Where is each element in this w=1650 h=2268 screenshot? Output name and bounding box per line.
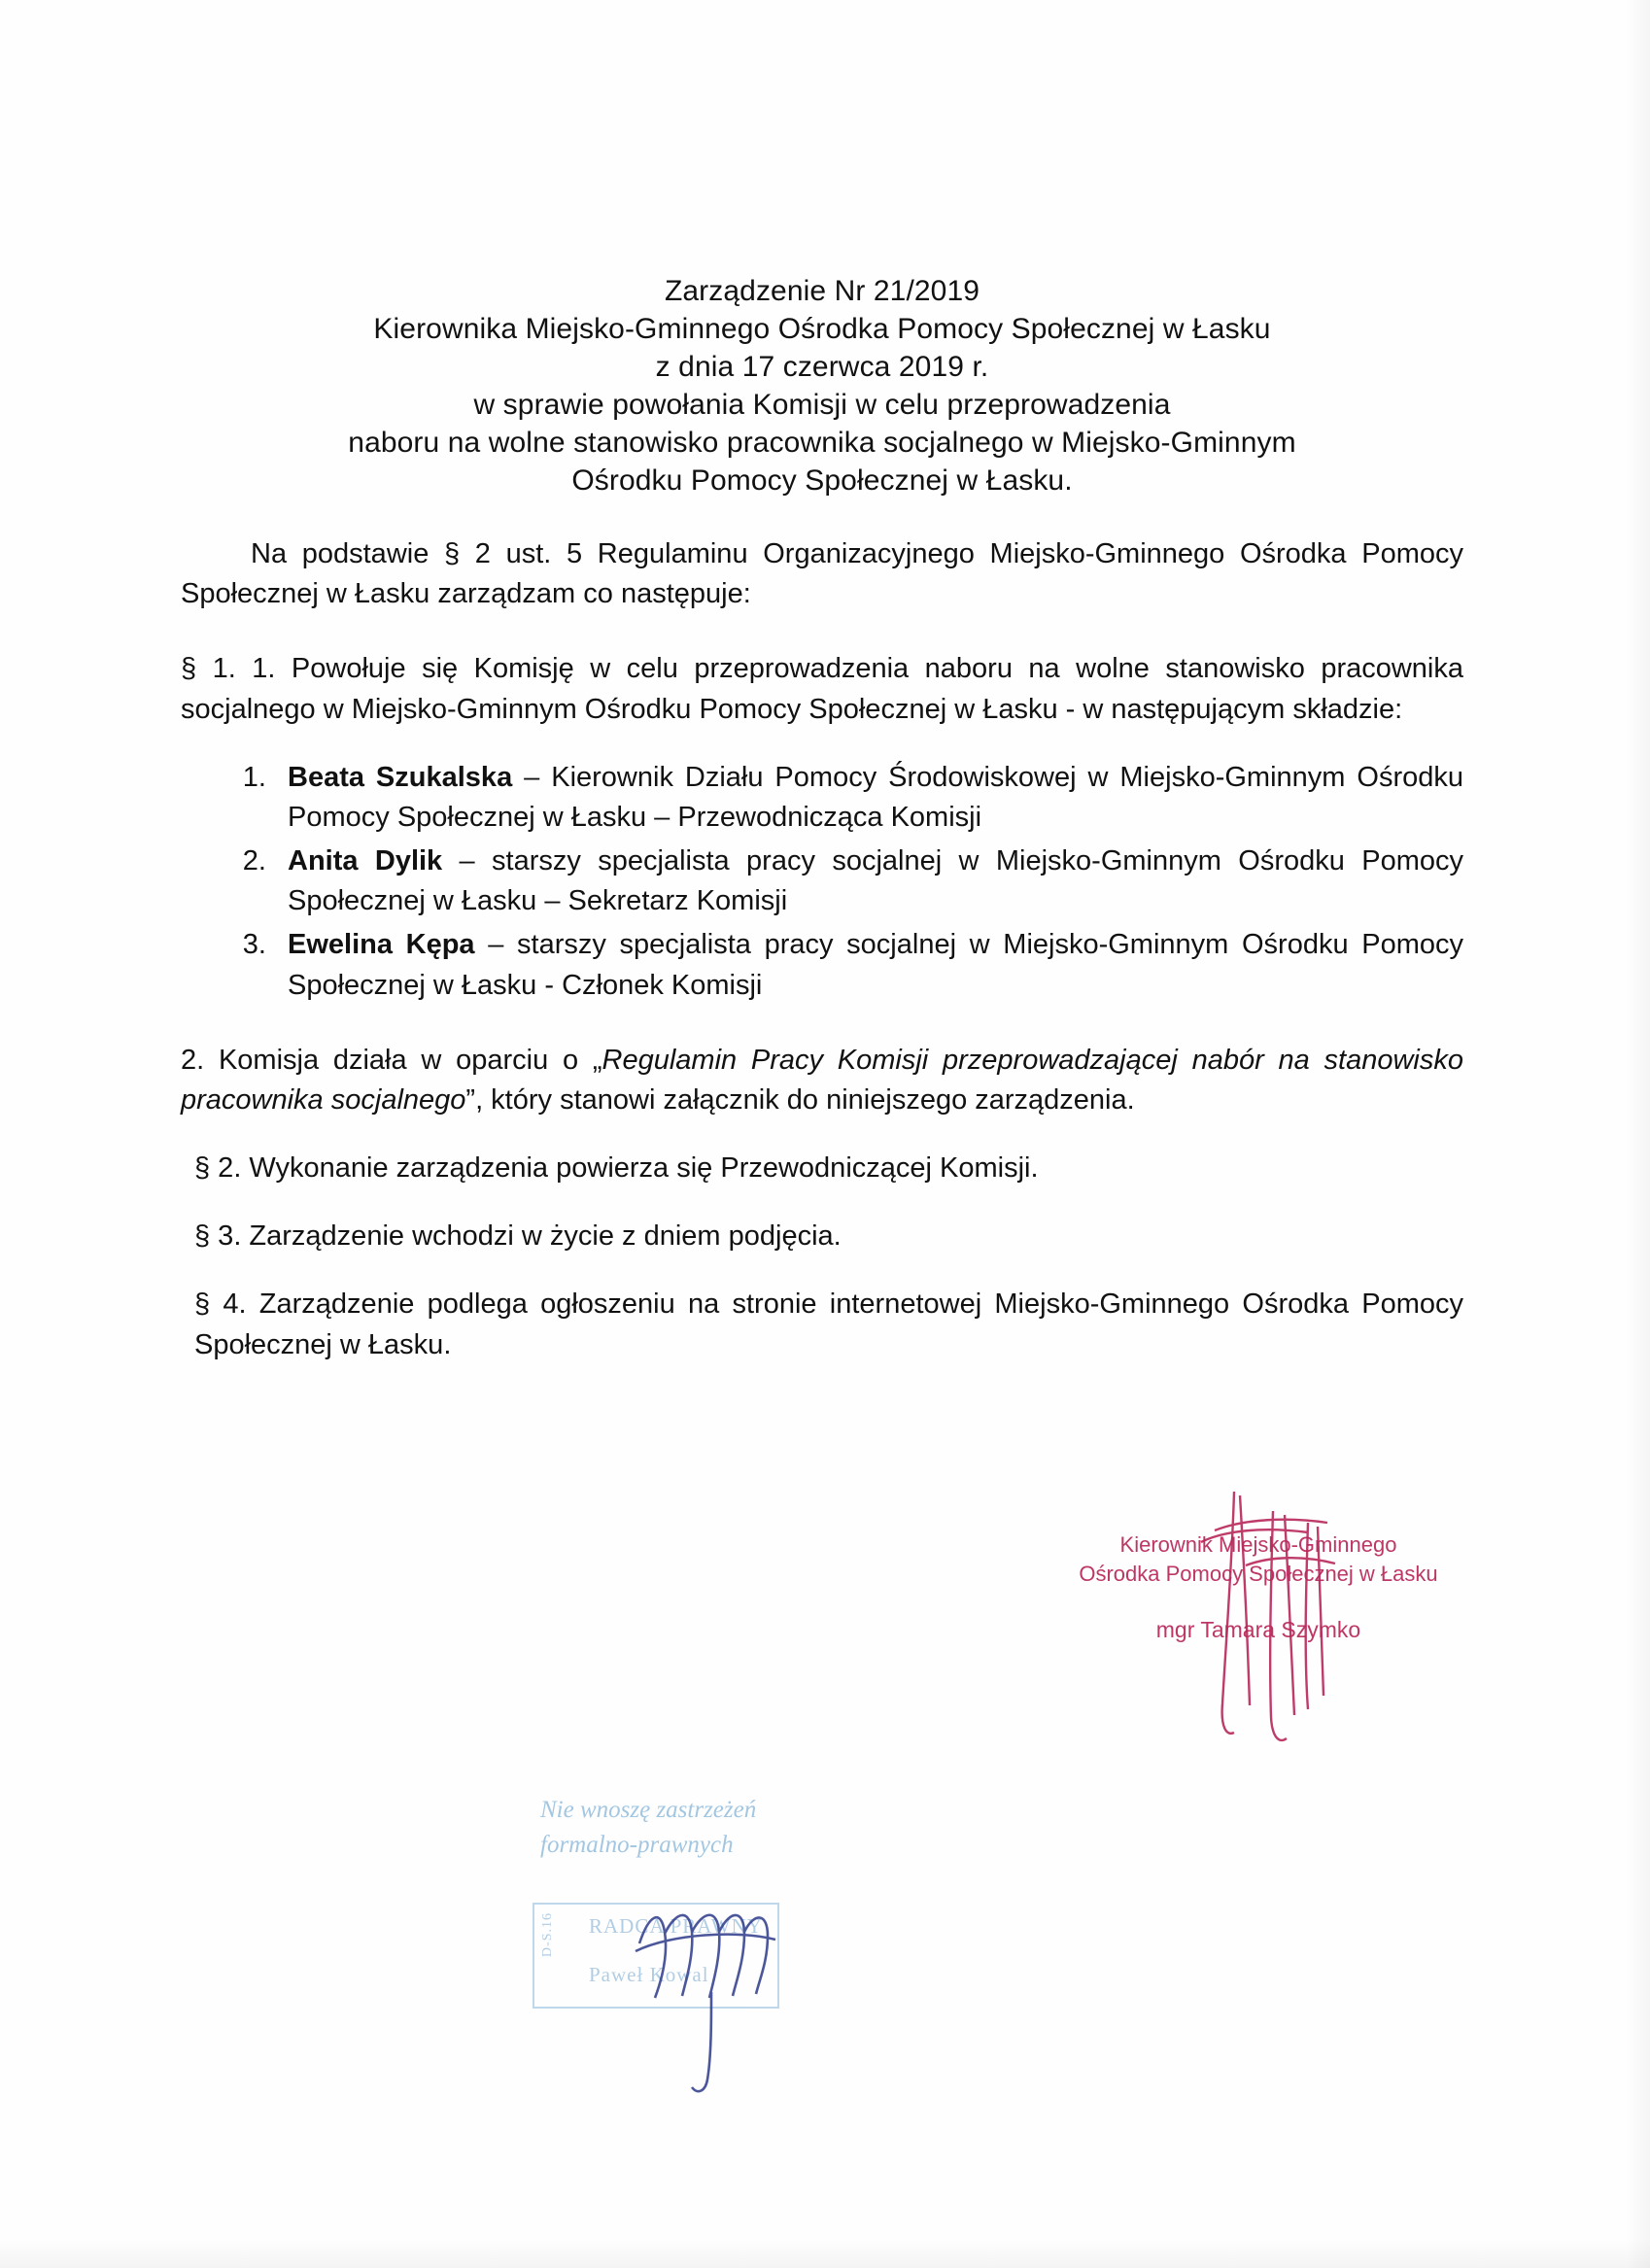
- commission-members-list: [181, 758, 1463, 1006]
- legal-annotation-line-2: formalno-prawnych: [540, 1832, 734, 1859]
- section-2-paragraph: § 2. Wykonanie zarządzenia powierza się Przewodniczącej Komisji.: [194, 1152, 1039, 1185]
- point-2-prefix: 2. Komisja działa w oparciu o „: [181, 1044, 602, 1076]
- signature-block: [1054, 1530, 1462, 1645]
- signature-name: mgr Tamara Szymko: [1155, 1617, 1361, 1643]
- scan-edge-right: [1625, 0, 1650, 2268]
- list-item: [274, 842, 1463, 921]
- stamp-line-1: RADCA PRAWNY: [589, 1914, 763, 1938]
- title-line-5: naboru na wolne stanowisko pracownika socjalnego w Miejsko-Gminnym: [348, 427, 1296, 459]
- signature-line-2: Ośrodka Pomocy Społecznej w Łasku: [1079, 1561, 1438, 1586]
- title-line-3: z dnia 17 czerwca 2019 r.: [655, 351, 989, 383]
- document-title-block: [181, 272, 1463, 499]
- member-role: – starszy specjalista pracy socjalnej w Miejsko-Gminnym Ośrodku Pomocy Społecznej w Łasku – Sekretarz Komisji: [288, 845, 1463, 917]
- section-1-intro: § 1. 1. Powołuje się Komisję w celu przeprowadzenia naboru na wolne stanowisko pracownika socjalnego w Miejsko-Gminnym Ośrodku Pomocy Społecznej w Łasku - w następującym składzie:: [181, 653, 1463, 725]
- member-role: – Kierownik Działu Pomocy Środowiskowej w Miejsko-Gminnym Ośrodku Pomocy Społecznej w Łasku – Przewodnicząca Komisji: [288, 761, 1463, 833]
- list-item: [274, 925, 1463, 1005]
- title-line-6: Ośrodku Pomocy Społecznej w Łasku.: [571, 464, 1073, 497]
- section-3-paragraph: § 3. Zarządzenie wchodzi w życie z dniem podjęcia.: [194, 1220, 842, 1253]
- stamp-side-code: D-S.16: [540, 1912, 555, 1958]
- member-name: Anita Dylik: [288, 845, 443, 877]
- point-2-suffix: ”, który stanowi załącznik do niniejszego zarządzenia.: [465, 1083, 1135, 1116]
- member-name: Beata Szukalska: [288, 761, 513, 793]
- title-line-1: Zarządzenie Nr 21/2019: [664, 275, 980, 307]
- point-2-regulation-title: Regulamin Pracy Komisji przeprowadzającej nabór na stanowisko pracownika socjalnego: [181, 1044, 1463, 1116]
- legal-counsel-stamp: [533, 1903, 779, 2009]
- list-item: [274, 758, 1463, 838]
- member-name: Ewelina Kępa: [288, 929, 475, 961]
- title-line-2: Kierownika Miejsko-Gminnego Ośrodka Pomocy Społecznej w Łasku: [373, 313, 1271, 345]
- point-2-paragraph: [181, 1041, 1463, 1120]
- scan-edge-bottom: [0, 2239, 1650, 2268]
- member-role: – starszy specjalista pracy socjalnej w Miejsko-Gminnym Ośrodku Pomocy Społecznej w Łasku - Członek Komisji: [288, 929, 1464, 1001]
- section-4-paragraph: § 4. Zarządzenie podlega ogłoszeniu na stronie internetowej Miejsko-Gminnego Ośrodka Pomocy Społecznej w Łasku.: [194, 1289, 1463, 1360]
- document-body: [181, 272, 1463, 1393]
- signature-line-1: Kierownik Miejsko-Gminnego: [1119, 1532, 1397, 1557]
- preamble-paragraph: Na podstawie § 2 ust. 5 Regulaminu Organizacyjnego Miejsko-Gminnego Ośrodka Pomocy Społecznej w Łasku zarządzam co następuje:: [181, 538, 1463, 610]
- stamp-line-2: Paweł Kowal: [589, 1963, 709, 1986]
- title-line-4: w sprawie powołania Komisji w celu przeprowadzenia: [473, 389, 1171, 421]
- legal-annotation-note: [540, 1793, 756, 1864]
- legal-annotation-line-1: Nie wnoszę zastrzeżeń: [540, 1797, 757, 1823]
